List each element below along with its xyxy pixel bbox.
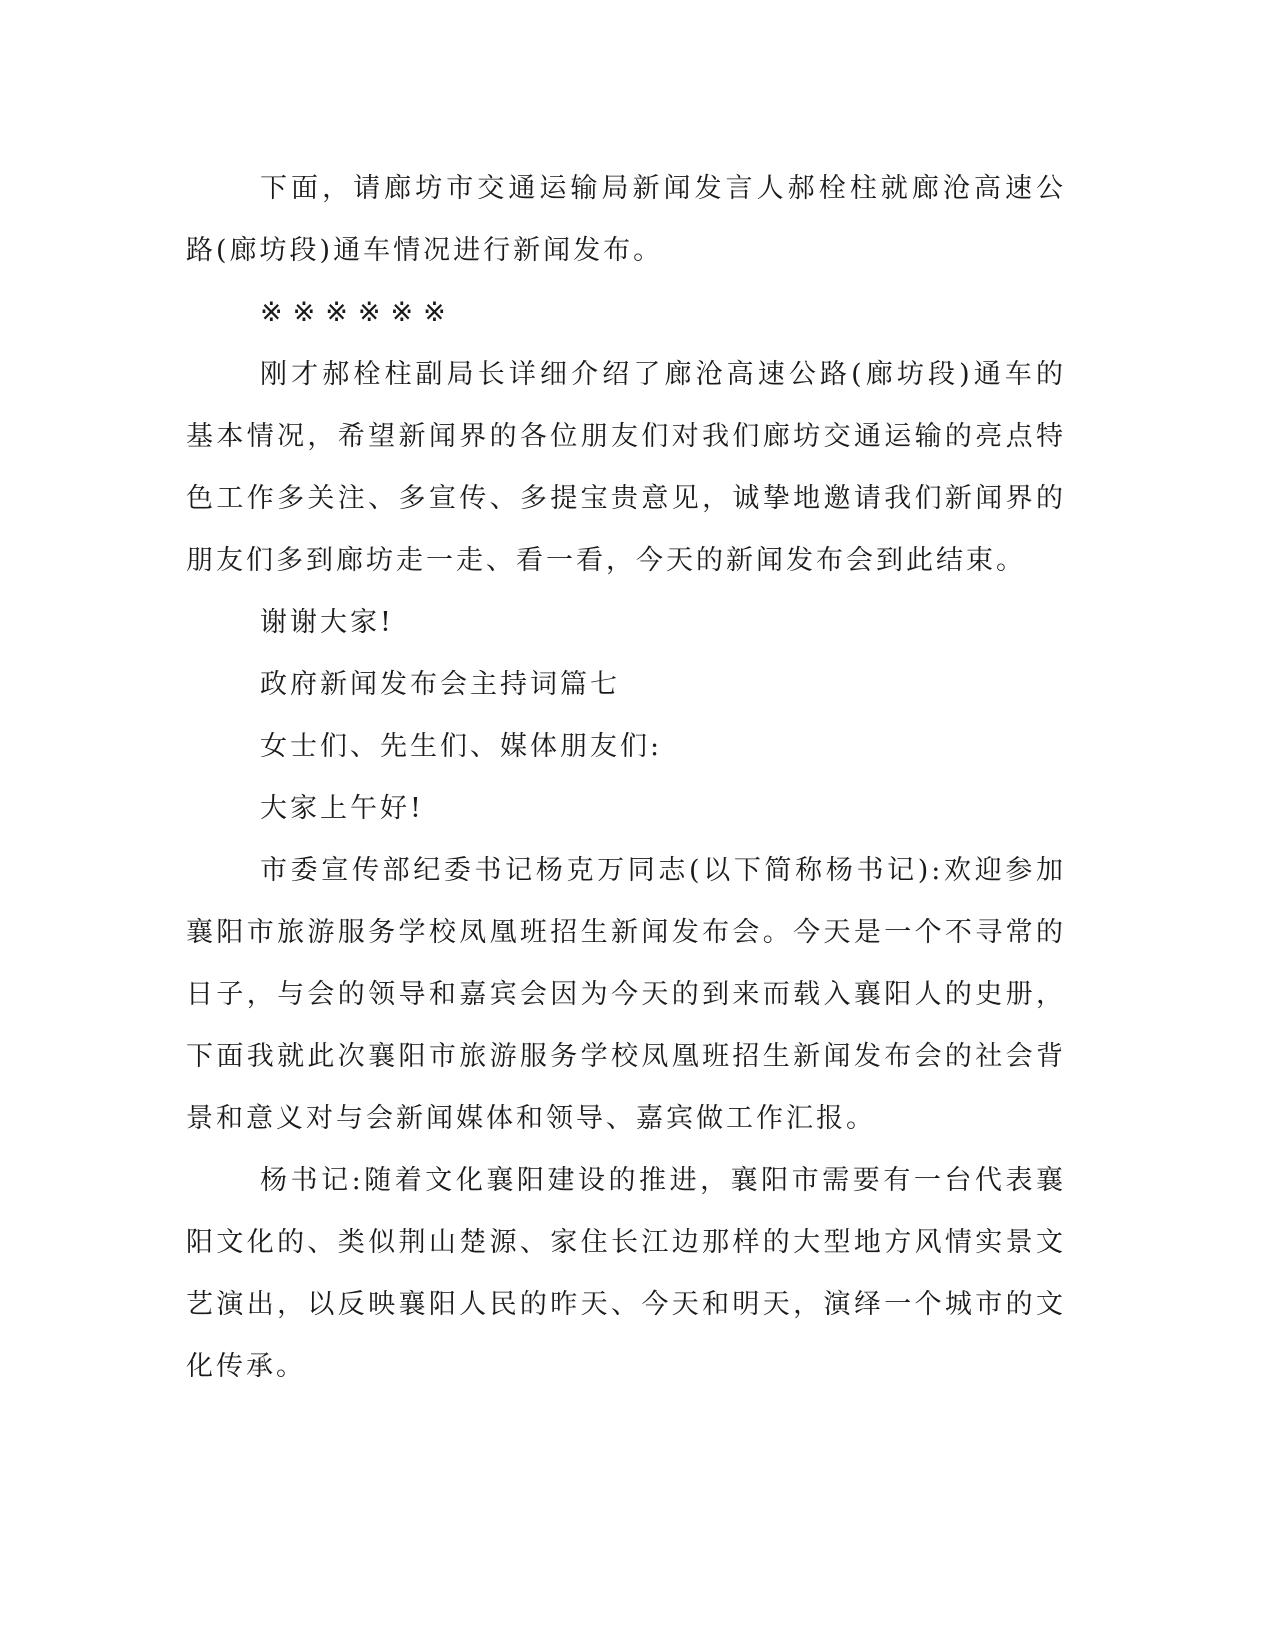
- paragraph-background: 杨书记:随着文化襄阳建设的推进，襄阳市需要有一台代表襄阳文化的、类似荆山楚源、家住长江边那样的大型地方风情实景文艺演出，以反映襄阳人民的昨天、今天和明天，演绎一个城市的文化传承。: [186, 1165, 1066, 1382]
- paragraph-intro: 下面，请廊坊市交通运输局新闻发言人郝栓柱就廊沧高速公路(廊坊段)通车情况进行新闻发布。: [186, 173, 1066, 266]
- paragraph-salutation: 女士们、先生们、媒体朋友们:: [260, 731, 663, 762]
- paragraph-separator-symbols: ※※※※※※: [260, 297, 456, 328]
- paragraph-thanks: 谢谢大家!: [260, 607, 394, 638]
- section-heading: 政府新闻发布会主持词篇七: [260, 669, 620, 700]
- paragraph-greeting: 大家上午好!: [260, 793, 424, 824]
- paragraph-closing-remarks: 刚才郝栓柱副局长详细介绍了廊沧高速公路(廊坊段)通车的基本情况，希望新闻界的各位朋友们对我们廊坊交通运输的亮点特色工作多关注、多宣传、多提宝贵意见，诚挚地邀请我们新闻界的朋友们多到廊坊走一走、看一看，今天的新闻发布会到此结束。: [186, 359, 1066, 576]
- document-body: [186, 158, 1066, 1398]
- paragraph-welcome: 市委宣传部纪委书记杨克万同志(以下简称杨书记):欢迎参加襄阳市旅游服务学校凤凰班招生新闻发布会。今天是一个不寻常的日子，与会的领导和嘉宾会因为今天的到来而载入襄阳人的史册，下面我就此次襄阳市旅游服务学校凤凰班招生新闻发布会的社会背景和意义对与会新闻媒体和领导、嘉宾做工作汇报。: [186, 855, 1066, 1134]
